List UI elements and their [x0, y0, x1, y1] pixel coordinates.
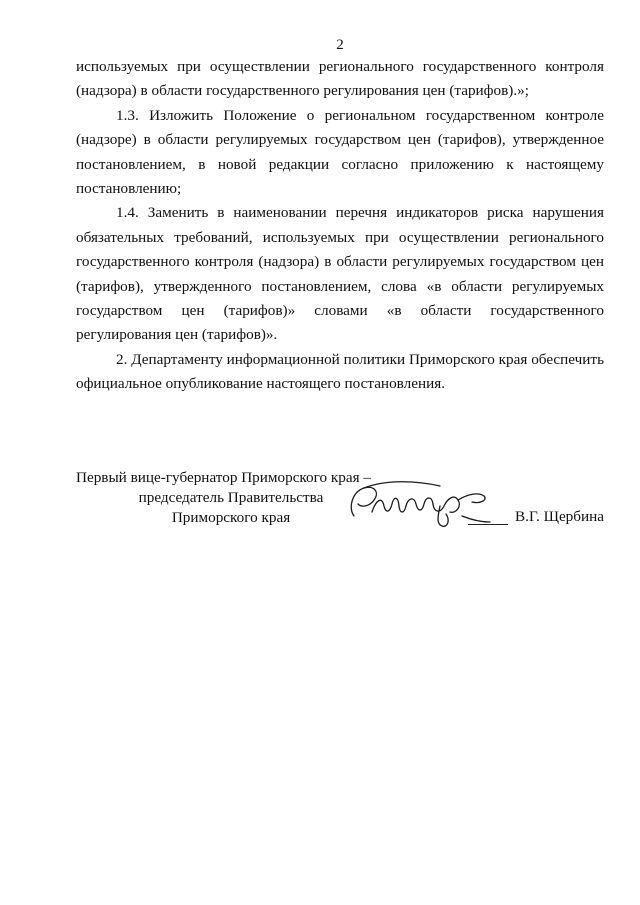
paragraph-item-1-4: 1.4. Заменить в наименовании перечня индикаторов риска нарушения обязательных требований, используемых при осуществлении регионального государственного контроля (надзора) в области регулируемых государством цен (тарифов), утвержденного постановлением, слова «в области регулируемых государством цен (тарифов)» словами «в области государственного регулирования цен (тарифов)».: [76, 204, 604, 344]
paragraph-item-2: 2. Департаменту информационной политики Приморского края обеспечить официальное опубликование настоящего постановления.: [76, 350, 604, 393]
signature-line: [468, 524, 508, 525]
page-number: 2: [336, 37, 344, 53]
signature-block: [76, 468, 604, 538]
document-body: [76, 55, 604, 397]
signatory-title: [76, 468, 386, 527]
paragraph-continuation: используемых при осуществлении регионального государственного контроля (надзора) в области государственного регулирования цен (тарифов).»;: [76, 58, 604, 100]
signatory-title-line-3: Приморского края: [171, 508, 291, 526]
paragraph-item-1-3: 1.3. Изложить Положение о региональном государственном контроле (надзоре) в области регулируемых государством цен (тарифов), утвержденное постановлением, в новой редакции согласно приложению к настоящему постановлению;: [76, 106, 604, 198]
handwritten-signature: [344, 476, 534, 528]
signatory-title-line-1: Первый вице-губернатор Приморского края –: [76, 469, 371, 486]
signatory-title-line-2: председатель Правительства: [138, 488, 324, 506]
signatory-name: В.Г. Щербина: [515, 508, 604, 525]
